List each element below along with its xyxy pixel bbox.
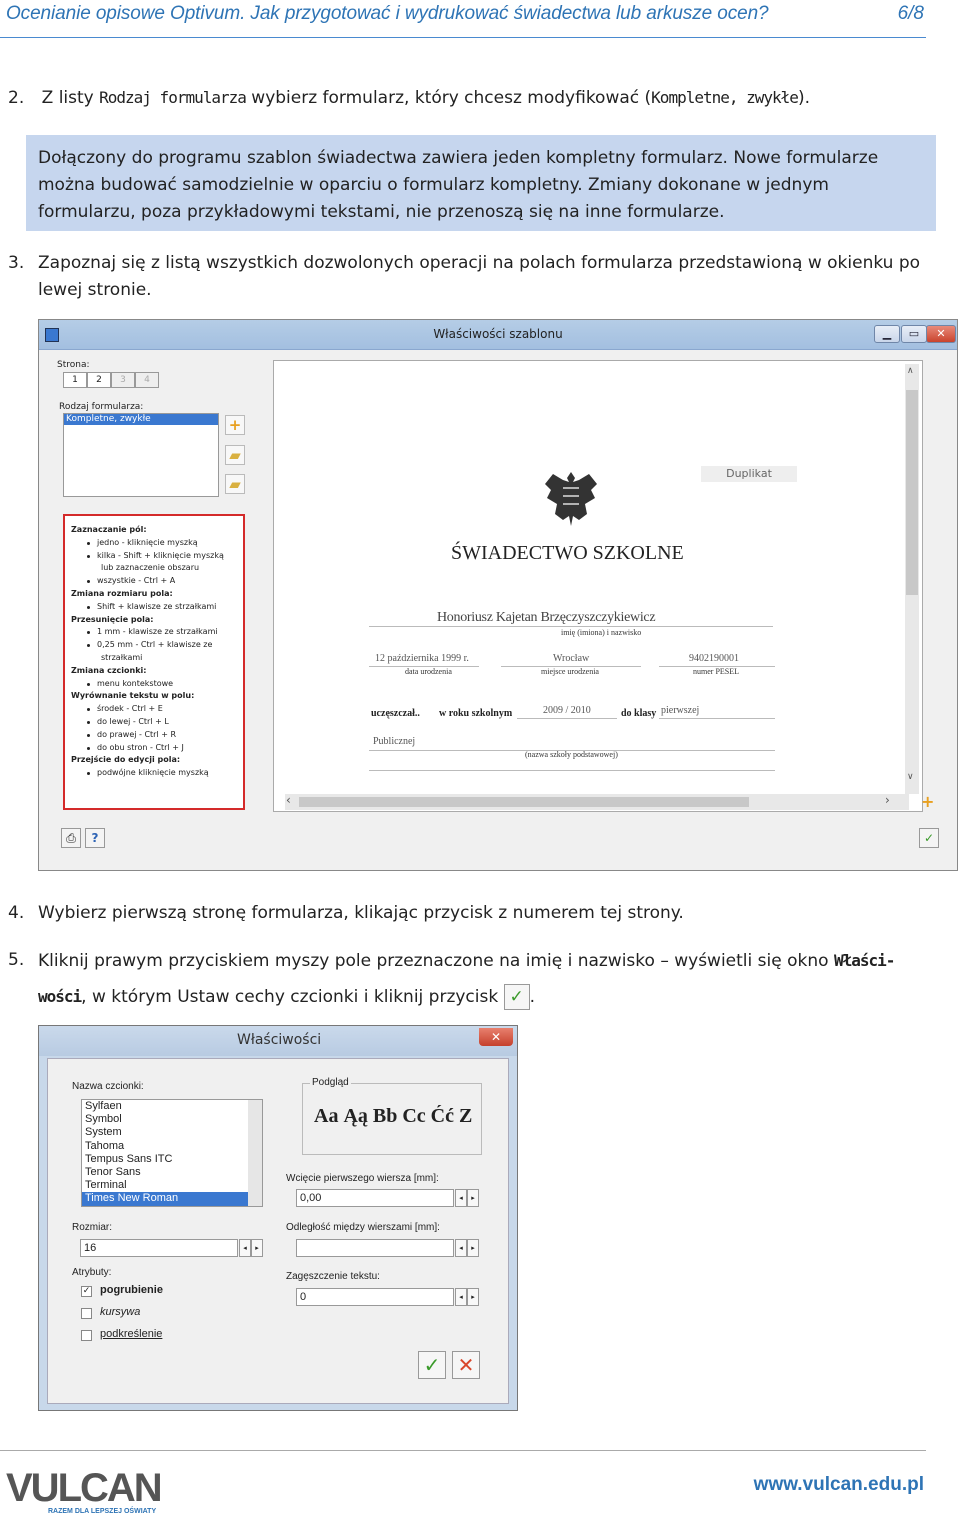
page-4-button[interactable]: 4 [135,372,159,388]
ops-heading: Zmiana rozmiaru pola: [71,588,173,598]
header-title: Ocenianie opisowe Optivum. Jak przygotować i wydrukować świadectwa lub arkusze ocen? [6,3,769,24]
ops-item: 1 mm - klawisze ze strzałkami [71,626,237,639]
indent-label: Wcięcie pierwszego wiersza [mm]: [286,1173,439,1184]
step-5-bold-b: wości [38,987,82,1006]
help-icon[interactable]: ? [85,828,105,848]
density-input[interactable]: 0 [296,1288,454,1306]
attributes-label: Atrybuty: [72,1267,112,1278]
density-decrease[interactable]: ◂ [455,1288,467,1306]
step-5-number: 5. [8,950,25,970]
step-5-text-a: Kliknij prawym przyciskiem myszy pole przeznaczone na imię i nazwisko – wyświetli się okno [38,951,834,971]
student-name-field[interactable]: Honoriusz Kajetan Brzęczyszczykiewicz [437,610,656,625]
indent-decrease[interactable]: ◂ [455,1189,467,1207]
line-spacing-increase[interactable]: ▸ [467,1239,479,1257]
ops-item: 0,25 mm - Ctrl + klawisze ze [71,639,237,652]
step-3 [8,250,933,304]
horizontal-scroll-thumb[interactable] [299,797,749,807]
form-type-selected[interactable]: Kompletne, zwykłe [64,414,218,425]
step-3-text: Zapoznaj się z listą wszystkich dozwolonych operacji na polach formularza przedstawioną w okienku po lewej stronie. [38,253,921,300]
line-spacing-input[interactable] [296,1239,454,1257]
ops-heading: Przesunięcie pola: [71,614,154,624]
step-5-bold-a: Właści- [833,951,895,970]
vertical-scroll-thumb[interactable] [906,390,918,595]
page-1-button[interactable]: 1 [63,372,87,388]
step-5-text-c: . [529,987,536,1007]
bold-checkbox[interactable]: ✓ [82,1286,91,1296]
font-list[interactable] [81,1099,263,1207]
footer-divider [0,1450,926,1451]
birth-date-caption: data urodzenia [405,667,452,676]
ops-item: strzałkami [101,652,143,662]
school-year-field[interactable]: 2009 / 2010 [543,705,591,716]
eagle-emblem-icon [541,468,601,530]
page-3-button[interactable]: 3 [111,372,135,388]
font-list-item[interactable]: Tenor Sans [85,1166,141,1179]
scroll-right-icon[interactable]: › [885,793,890,807]
indent-input[interactable]: 0,00 [296,1189,454,1207]
font-list-item[interactable]: Times New Roman [82,1192,248,1205]
name-caption: imię (imiona) i nazwisko [561,628,642,637]
page-2-button[interactable]: 2 [87,372,111,388]
step-4-text: Wybierz pierwszą stronę formularza, klikając przycisk z numerem tej strony. [38,903,684,923]
bold-label: pogrubienie [100,1284,163,1296]
delete-form-icon[interactable]: ▰ [225,474,245,494]
step-5 [8,943,933,1015]
pesel-field[interactable]: 9402190001 [689,653,739,664]
window2-title: Właściwości [237,1032,322,1048]
school-name-field[interactable]: Publicznej [373,736,416,747]
font-list-item[interactable]: Tahoma [85,1139,125,1152]
ops-item: do prawej - Ctrl + R [71,729,237,742]
step-2-number: 2. [8,88,25,108]
ops-heading: Zaznaczanie pól: [71,525,147,534]
font-list-item[interactable]: Sylfaen [85,1100,122,1112]
ops-heading: Przejście do edycji pola: [71,755,181,765]
italic-label: kursywa [100,1306,141,1318]
confirm-check-icon[interactable]: ✓ [919,828,939,848]
font-list-item[interactable]: Terminal [85,1179,127,1192]
info-note: Dołączony do programu szablon świadectwa zawiera jeden kompletny formularz. Nowe formularze można budować samodzielnie w oparciu o formularz kompletny. Zmiany dokonane w jednym formularzu, poza przykładowymi tekstami, nie przenoszą się na inne formularze. [26,135,936,231]
step-5-text-b: , w którym Ustaw cechy czcionki i kliknij przycisk [81,987,499,1007]
ops-item: do lewej - Ctrl + L [71,716,237,729]
certificate-title: ŚWIADECTWO SZKOLNE [451,542,684,564]
birth-place-field[interactable]: Wrocław [553,653,590,664]
add-form-icon[interactable]: + [225,415,245,435]
ops-item: do obu stron - Ctrl + J [71,742,237,755]
properties-body [47,1058,509,1404]
font-list-scrollbar[interactable] [248,1100,262,1206]
font-list-item[interactable]: Tempus Sans ITC [85,1152,173,1165]
birth-date-field[interactable]: 12 października 1999 r. [375,653,469,664]
close-icon[interactable]: ✕ [479,1028,513,1046]
year-underline [517,718,617,719]
window-titlebar [39,320,957,350]
logo-tagline: RAZEM DLA LEPSZEJ OŚWIATY [48,1508,157,1515]
form-type-label: Rodzaj formularza: [59,402,144,412]
font-list-item[interactable]: Symbol [85,1113,122,1126]
step-2-text-b: wybierz formularz, który chcesz modyfikować ( [245,88,652,108]
size-label: Rozmiar: [72,1222,113,1233]
vulcan-logo: VULCAN [6,1466,161,1510]
minimize-icon[interactable]: ▁ [874,325,900,343]
page-number: 6/8 [897,3,924,24]
school-year-label: w roku szkolnym [439,708,513,719]
window-title: Właściwości szablonu [433,327,563,341]
italic-checkbox[interactable] [81,1308,92,1319]
name-underline [369,626,773,627]
underline-label: podkreślenie [100,1328,163,1340]
ops-item: podwójne kliknięcie myszką [71,767,237,780]
school-underline-2 [369,770,775,771]
copy-form-icon[interactable]: ▰ [225,445,245,465]
footer-url[interactable]: www.vulcan.edu.pl [753,1474,924,1495]
preview-text: Aa Ąą Bb Cc Ćć Z [314,1105,473,1127]
duplicate-field[interactable]: Duplikat [701,466,797,482]
window2-titlebar [39,1026,517,1056]
font-list-item[interactable]: System [85,1126,122,1139]
scroll-up-icon[interactable]: ∧ [907,366,914,376]
ops-heading: Zmiana czcionki: [71,665,147,675]
cancel-x-icon[interactable]: ✕ [452,1351,480,1379]
class-underline [659,718,775,719]
indent-increase[interactable]: ▸ [467,1189,479,1207]
ops-item: środek - Ctrl + E [71,703,237,716]
properties-window [38,1025,518,1411]
class-field[interactable]: pierwszej [661,705,700,716]
underline-checkbox[interactable] [81,1330,92,1341]
density-label: Zagęszczenie tekstu: [286,1271,380,1282]
ops-item: lub zaznaczenie obszaru [101,563,200,573]
scroll-down-icon[interactable]: ∨ [907,772,914,782]
ops-heading: Wyrównanie tekstu w polu: [71,691,195,701]
school-name-caption: (nazwa szkoły podstawowej) [525,750,618,759]
step-3-number: 3. [8,253,25,273]
ok-check-icon[interactable]: ✓ [418,1351,446,1379]
line-spacing-decrease[interactable]: ◂ [455,1239,467,1257]
font-name-label: Nazwa czcionki: [72,1081,144,1092]
add-field-icon[interactable]: + [921,792,935,811]
ops-item: menu kontekstowe [71,678,237,691]
pesel-caption: numer PESEL [693,667,739,676]
class-label: do klasy [621,708,657,719]
page-label: Strona: [57,360,90,370]
template-properties-window [38,319,958,871]
attended-label: uczęszczał.. [371,708,420,719]
step-2-text-c: ). [797,88,810,108]
size-decrease[interactable]: ◂ [239,1239,251,1257]
size-increase[interactable]: ▸ [251,1239,263,1257]
print-icon[interactable]: ⎙ [61,828,81,848]
ops-item: Shift + klawisze ze strzałkami [71,601,237,614]
size-input[interactable]: 16 [80,1239,238,1257]
line-spacing-label: Odległość między wierszami [mm]: [286,1222,440,1233]
step-2-bold-rodzaj: Rodzaj formularza [99,88,246,107]
birth-place-caption: miejsce urodzenia [541,667,599,676]
density-increase[interactable]: ▸ [467,1288,479,1306]
maximize-icon[interactable]: ▭ [901,325,927,343]
template-preview [273,360,923,812]
inline-check-icon: ✓ [504,984,530,1010]
step-2-bold-kompletne: Kompletne, zwykłe [651,88,798,107]
step-4 [8,900,933,927]
step-2 [8,84,928,112]
scroll-left-icon[interactable]: ‹ [286,793,291,807]
step-4-number: 4. [8,903,25,923]
form-type-list[interactable] [63,413,219,497]
ops-item: jedno - kliknięcie myszką [71,537,237,550]
operations-help-panel [63,514,245,810]
ops-item: kilka - Shift + kliknięcie myszką [71,550,237,563]
close-icon[interactable]: ✕ [926,325,956,343]
preview-label: Podgląd [312,1077,349,1088]
step-2-text-a: Z listy [41,88,100,108]
ops-item: wszystkie - Ctrl + A [71,575,237,588]
header-divider [0,37,926,38]
